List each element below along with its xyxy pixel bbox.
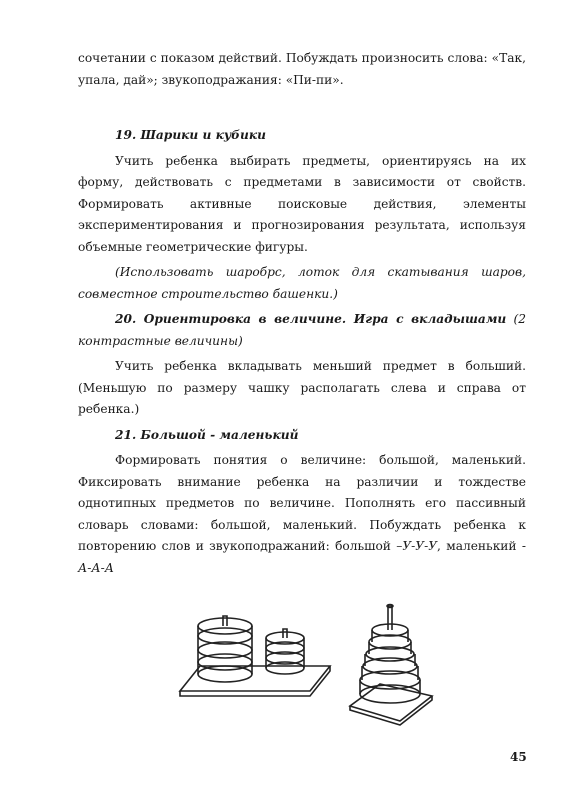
sound-small: А-А-А: [78, 560, 114, 575]
page-number: 45: [510, 750, 527, 764]
paragraph-19-note: (Использовать шаробрс, лоток для скатывания шаров, совместное строительство башенки.): [78, 265, 526, 301]
heading-20: [78, 309, 526, 352]
paragraph-21-mid: , маленький -: [437, 539, 526, 553]
paragraph-21-text: Формировать понятия о величине: большой, маленький. Фиксировать внимание ребенка на различии и тождестве однотипных предметов по величине. Пополнять его пассивный словарь словами: большой, маленький. Побуждать ребенка к повторению слов и звукоподражаний: большой: [78, 453, 526, 553]
paragraph-19-main: Учить ребенка выбирать предметы, ориентируясь на их форму, действовать с предметами в зависимости от свойств. Формировать активные поисковые действия, элементы экспериментирования и прогнозирования результата, используя объемные геометрические фигуры.: [78, 153, 526, 254]
paragraph-21: [78, 450, 526, 579]
heading-20-title: 20. Ориентировка в величине. Игра с вкладышами: [115, 312, 507, 326]
paragraph-20: Учить ребенка вкладывать меньший предмет в больший. (Меньшую по размеру чашку располагать слева и справа от ребенка.): [78, 359, 526, 416]
heading-21: 21. Большой - маленький: [115, 427, 299, 442]
document-body: [78, 48, 526, 579]
heading-20-subtitle: (2 контрастные величины): [78, 312, 527, 348]
pyramid-toys-illustration: [170, 596, 440, 726]
sound-large: –У-У-У: [396, 539, 438, 553]
heading-19: 19. Шарики и кубики: [115, 128, 266, 142]
paragraph-top: сочетании с показом действий. Побуждать произносить слова: «Так, упала, дай»; звукоподражания: «Пи-пи».: [78, 51, 526, 87]
